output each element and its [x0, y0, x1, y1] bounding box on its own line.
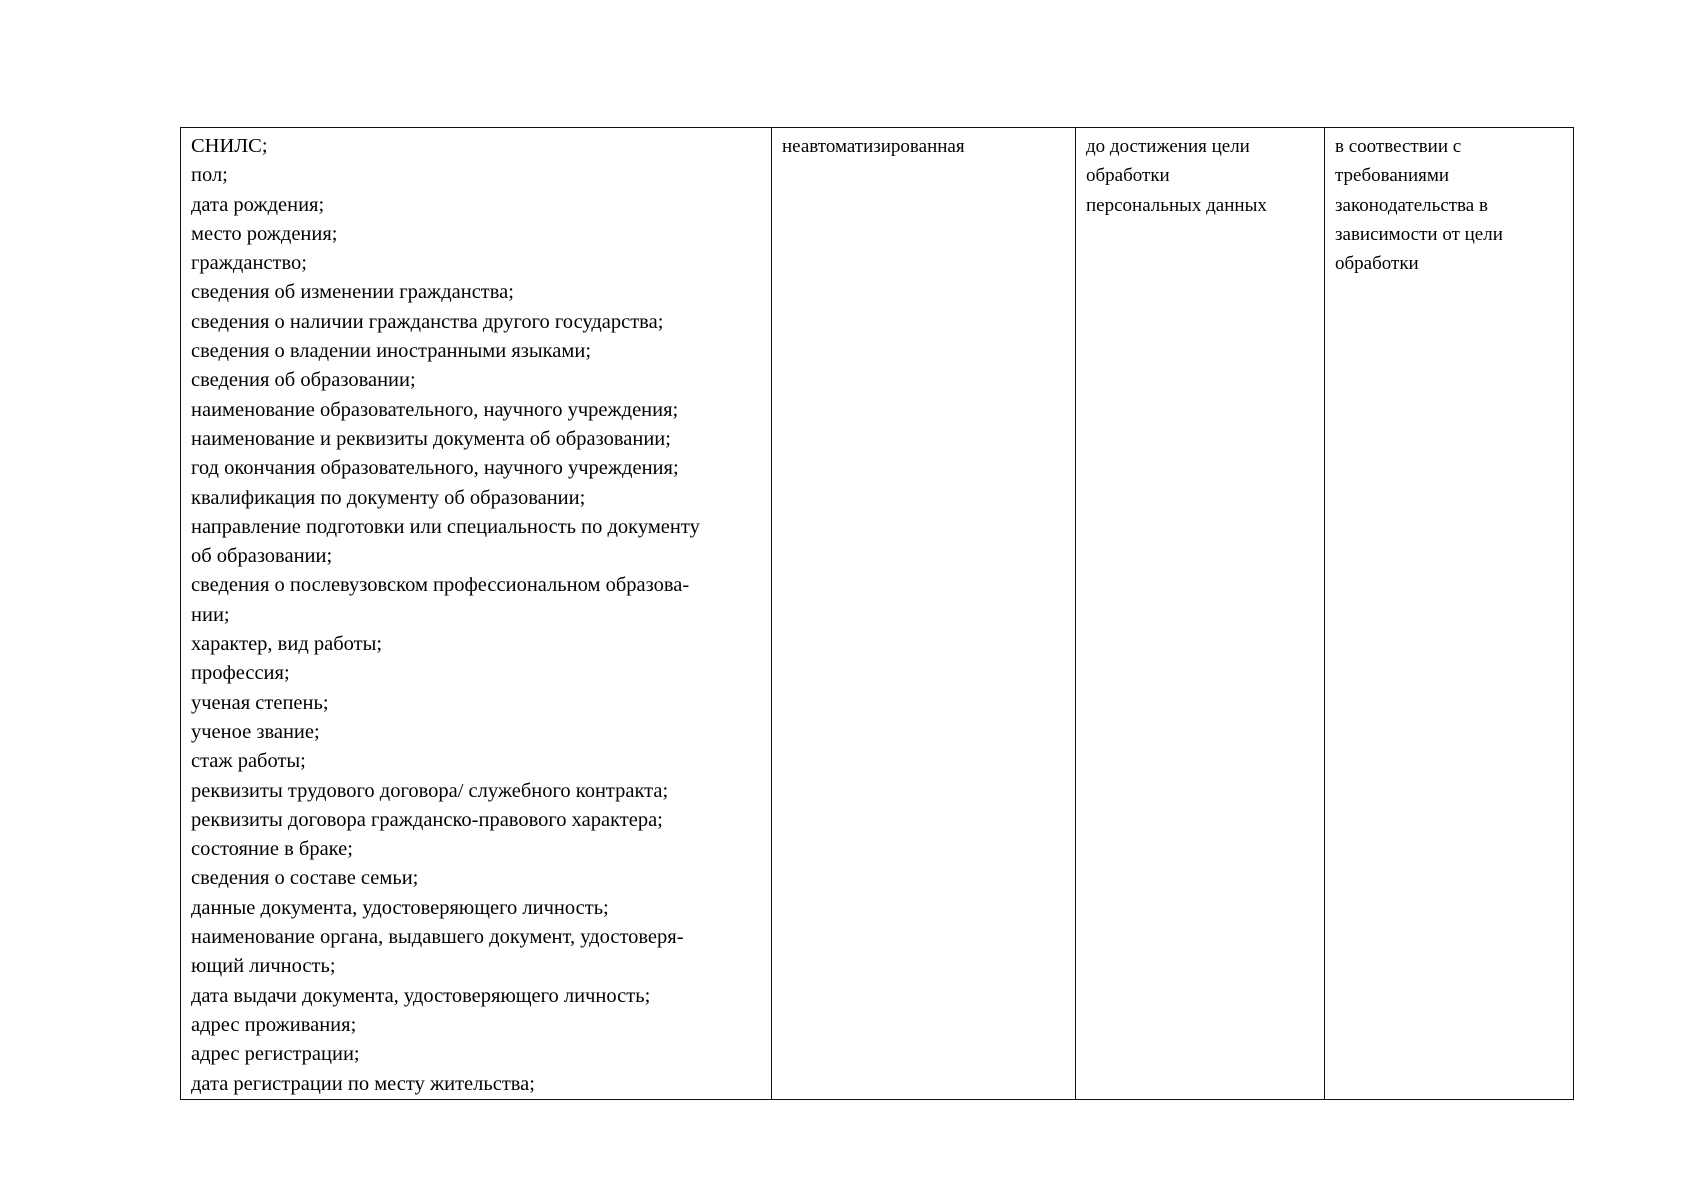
cell-line: пол; [191, 164, 228, 187]
cell-line: профессия; [191, 662, 290, 685]
cell-line: адрес регистрации; [191, 1043, 360, 1066]
cell-line: обработки [1335, 253, 1419, 275]
processing-term-cell [1076, 128, 1325, 1100]
cell-line: место рождения; [191, 222, 338, 245]
cell-line: ющий личность; [191, 955, 336, 978]
cell-line: адрес проживания; [191, 1013, 357, 1036]
cell-line: реквизиты договора гражданско-правового характера; [191, 808, 663, 831]
cell-line: ученая степень; [191, 691, 329, 714]
cell-line: неавтоматизированная [782, 136, 965, 157]
cell-line: нии; [191, 603, 230, 626]
cell-line: дата регистрации по месту жительства; [191, 1072, 535, 1095]
cell-line: сведения о владении иностранными языками; [191, 340, 592, 363]
cell-line: гражданство; [191, 252, 307, 275]
cell-line: ученое звание; [191, 720, 320, 743]
cell-line: законодательства в [1335, 194, 1488, 216]
cell-line: СНИЛС; [191, 135, 268, 157]
cell-line: дата рождения; [191, 193, 325, 216]
cell-line: персональных данных [1086, 194, 1267, 216]
processing-method-cell [772, 128, 1076, 1100]
cell-line: сведения об образовании; [191, 369, 416, 392]
cell-line: состояние в браке; [191, 838, 353, 861]
cell-line: сведения об изменении гражданства; [191, 281, 514, 304]
storage-term-cell [1325, 128, 1574, 1100]
cell-line: зависимости от цели [1335, 223, 1503, 245]
cell-line: наименование и реквизиты документа об образовании; [191, 427, 671, 450]
cell-line: реквизиты трудового договора/ служебного контракта; [191, 779, 669, 802]
cell-line: обработки [1086, 165, 1170, 187]
cell-line: наименование образовательного, научного учреждения; [191, 398, 679, 421]
cell-line: требованиями [1335, 165, 1450, 187]
cell-line: стаж работы; [191, 750, 306, 773]
cell-line: сведения о наличии гражданства другого государства; [191, 310, 664, 333]
cell-line: данные документа, удостоверяющего личность; [191, 896, 609, 919]
personal-data-list-cell [181, 128, 772, 1100]
cell-line: наименование органа, выдавшего документ, удостоверя- [191, 926, 684, 949]
table-row [181, 128, 1574, 1100]
cell-line: направление подготовки или специальность по документу [191, 515, 700, 538]
cell-line: характер, вид работы; [191, 633, 383, 656]
cell-line: сведения о послевузовском профессиональном образова- [191, 574, 690, 597]
personal-data-table [180, 127, 1574, 1100]
cell-line: об образовании; [191, 545, 333, 568]
cell-line: сведения о составе семьи; [191, 867, 419, 890]
cell-line: квалификация по документу об образовании; [191, 486, 586, 509]
cell-line: до достижения цели [1086, 136, 1250, 157]
cell-line: в соотвествии с [1335, 136, 1462, 157]
cell-line: дата выдачи документа, удостоверяющего личность; [191, 984, 651, 1007]
cell-line: год окончания образовательного, научного учреждения; [191, 457, 679, 480]
